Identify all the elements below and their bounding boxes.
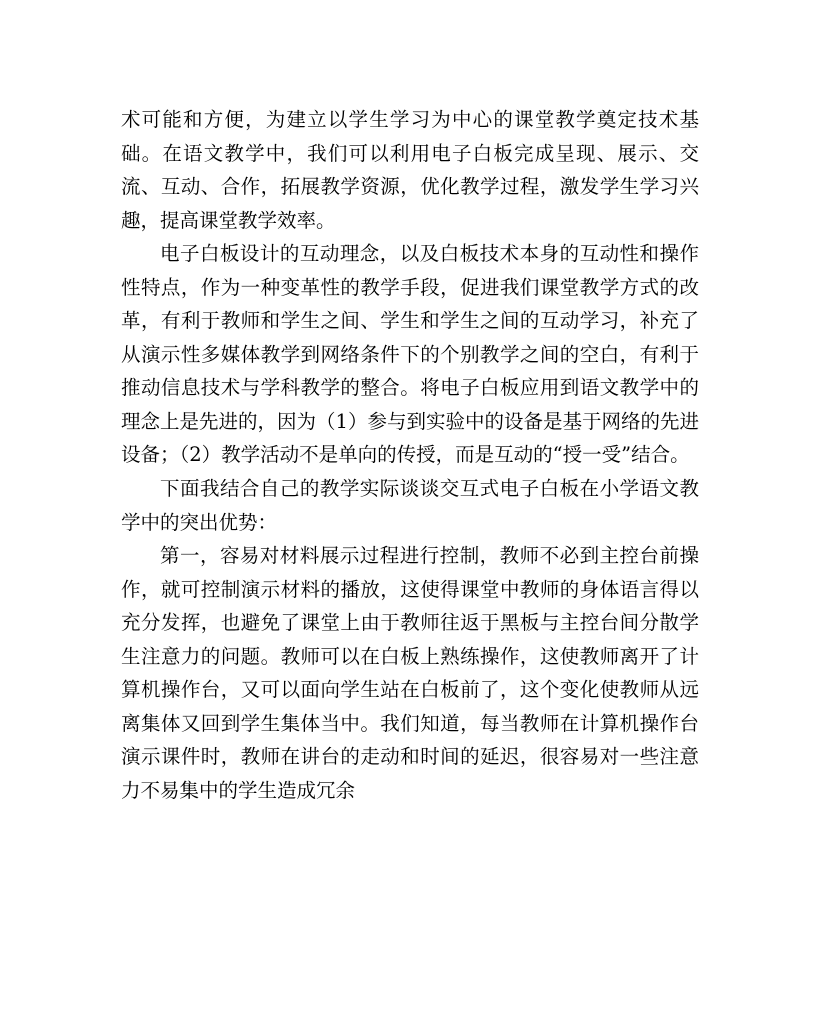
document-body [121,103,699,807]
paragraph-continuation: 术可能和方便，为建立以学生学习为中心的课堂教学奠定技术基础。在语文教学中，我们可以利用电子白板完成呈现、展示、交流、互动、合作，拓展教学资源，优化教学过程，激发学生学习兴趣，提高课堂教学效率。 [121,108,699,232]
paragraph-advantages-intro: 下面我结合自己的教学实际谈谈交互式电子白板在小学语文教学中的突出优势： [121,477,699,534]
paragraph-first-advantage: 第一，容易对材料展示过程进行控制，教师不必到主控台前操作，就可控制演示材料的播放，这使得课堂中教师的身体语言得以充分发挥，也避免了课堂上由于教师往返于黑板与主控台间分散学生注意力的问题。教师可以在白板上熟练操作，这使教师离开了计算机操作台，又可以面向学生站在白板前了，这个变化使教师从远离集体又回到学生集体当中。我们知道，每当教师在计算机操作台演示课件时，教师在讲台的走动和时间的延迟，很容易对一些注意力不易集中的学生造成冗余 [121,544,699,802]
paragraph-whiteboard-concept: 电子白板设计的互动理念，以及白板技术本身的互动性和操作性特点，作为一种变革性的教学手段，促进我们课堂教学方式的改革，有利于教师和学生之间、学生和学生之间的互动学习，补充了从演示性多媒体教学到网络条件下的个别教学之间的空白，有利于推动信息技术与学科教学的整合。将电子白板应用到语文教学中的理念上是先进的，因为（1）参与到实验中的设备是基于网络的先进设备；（2）教学活动不是单向的传授，而是互动的“授一受”结合。 [121,242,699,467]
